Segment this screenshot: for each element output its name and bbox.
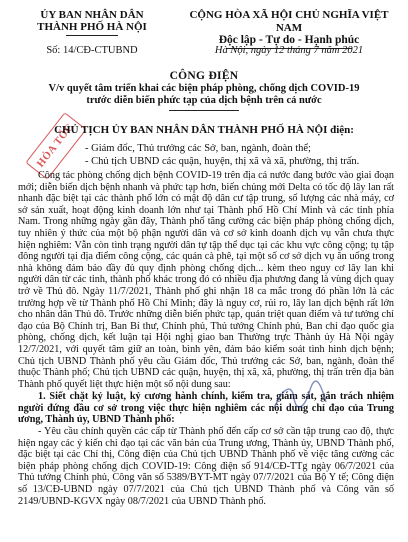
issuer-line-1: ỦY BAN NHÂN DÂN — [40, 9, 144, 21]
body-paragraph: Công tác phòng chống dịch bệnh COVID-19 trên địa cả nước đang bước vào giai đoạn mới; diễn biến dịch bệnh nhanh và phức tạp hơn, biến chủng mới Delta có tốc độ lây lan rất nhanh đặc biệt tại các thành phố lớn có mật độ dân cư tập trung, số lượng các nhà máy, cơ sở sản xuất, hoạt động kinh doanh lớn như tại Thành phố Hồ Chí Minh và các tỉnh phía Nam. Trong những ngày gần đây, Thành phố tăng cường các biện pháp phòng chống dịch, tuy nhiên ý thức của một bộ phận người dân và cơ sở kinh doanh dịch vụ vẫn chưa thực hiện nghiêm: Vẫn còn tình trạng người dân tự tập thể dục tại các khu vực công cộng; tụ tập đông người tại địa điểm công cộng, các quán cà phê, tại một số cơ sở dịch vụ ăn uống trong nhà không đảm bảo đầy đủ quy định phòng chống dịch... kèm theo nguy cơ lây lan khi người dân từ các tỉnh, thành phố khác trong đó có nhiều địa phương đang là vùng dịch quay trở về Thủ đô. Ngày 11/7/2021, Thành phố ghi nhận 18 ca mắc trong đó phần lớn là các trường hợp về từ Thành phố Hồ Chí Minh; đây là nguy cơ, rủi ro, lây lan dịch bệnh rất lớn cho nhân dân Thủ đô. Trước những diễn biến phức tạp, quán triệt quan điểm và tư tưởng chỉ đạo của Bộ Chính trị, Ban Bí thư, Chính phủ, Thủ tướng Chính phủ, Ban chỉ đạo quốc gia phòng, chống dịch, kết luận tại Hội nghị giao ban Thường trực Thành ủy Hà Nội ngày 12/7/2021, với quyết tâm giữ an toàn, bình yên, đảm bảo kiểm soát tình hình dịch bệnh; Chủ tịch UBND Thành phố yêu cầu Giám đốc, Thủ trưởng các Sở, ban, ngành, đoàn thể thuộc Thành phố; Chủ tịch UBND các quận, huyện, thị xã, xã, phường, thị trấn trên địa bàn Thành phố quyết liệt thực hiện một số nội dung sau: — [18, 170, 394, 390]
subject-line-1: V/v quyết tâm triển khai các biện pháp phòng, chống dịch COVID-19 — [48, 83, 360, 94]
issuer-line-2: THÀNH PHỐ HÀ NỘI — [37, 21, 147, 33]
directive-item-1-detail: - Yêu cầu chính quyền các cấp từ Thành phố đến cấp cơ sở cần tập trung cao độ, thực hiện ngay các ý kiến chỉ đạo tại các văn bản của Trung ương, Thành ủy, UBND Thành phố, đặc biệt tại các Chỉ thị, Công điện của Chủ tịch UBND Thành phố về việc tăng cường các biện pháp phòng chống dịch COVID-19: Công điện số 914/CĐ-TTg ngày 06/7/2021 của Thủ tướng Chính phủ, Công văn số 5389/BYT-MT ngày 07/7/2021 của Bộ Y tế; Công điện số 13/CĐ-UBND ngày 07/7/2021 của Chủ tịch UBND Thành phố và Công văn số 2149/UBND-KGVX ngày 08/7/2021 của UBND Thành phố. — [18, 426, 394, 507]
recipient-item: - Chủ tịch UBND các quận, huyện, thị xã và xã, phường, thị trấn. — [85, 155, 360, 167]
issue-date: Hà Nội, ngày 12 tháng 7 năm 2021 — [214, 45, 364, 56]
document-number: Số: 14/CĐ-CTUBND — [46, 45, 138, 56]
issuer-underline — [66, 35, 118, 36]
document-title: CÔNG ĐIỆN — [169, 70, 239, 82]
document-body — [18, 170, 394, 507]
subject-underline — [169, 110, 239, 111]
national-motto: Độc lập - Tự do - Hạnh phúc — [218, 34, 360, 46]
addressee-line: CHỦ TỊCH ỦY BAN NHÂN DÂN THÀNH PHỐ HÀ NỘI điện: — [54, 124, 354, 136]
signature-mark — [270, 380, 330, 416]
subject-line-2: trước diễn biến phức tạp của dịch bệnh trên cả nước — [86, 95, 322, 106]
national-header — [176, 9, 402, 49]
document-subject — [30, 83, 378, 111]
directive-item-1: 1. Siết chặt kỷ luật, kỷ cương hành chính, kiểm tra, giám sát, gắn trách nhiệm người đứng đầu cơ sở trong việc thực hiện nghiêm các nội dung chỉ đạo của Trung ương, Thành ủy, UBND Thành phố: — [18, 391, 394, 426]
country-name: CỘNG HÒA XÃ HỘI CHỦ NGHĨA VIỆT NAM — [189, 9, 389, 34]
recipient-item: - Giám đốc, Thủ trưởng các Sở, ban, ngành, đoàn thể; — [85, 143, 311, 154]
recipient-list — [85, 143, 405, 168]
urgent-stamp: HỎA TỐC — [25, 112, 86, 180]
issuer-block — [14, 9, 170, 36]
